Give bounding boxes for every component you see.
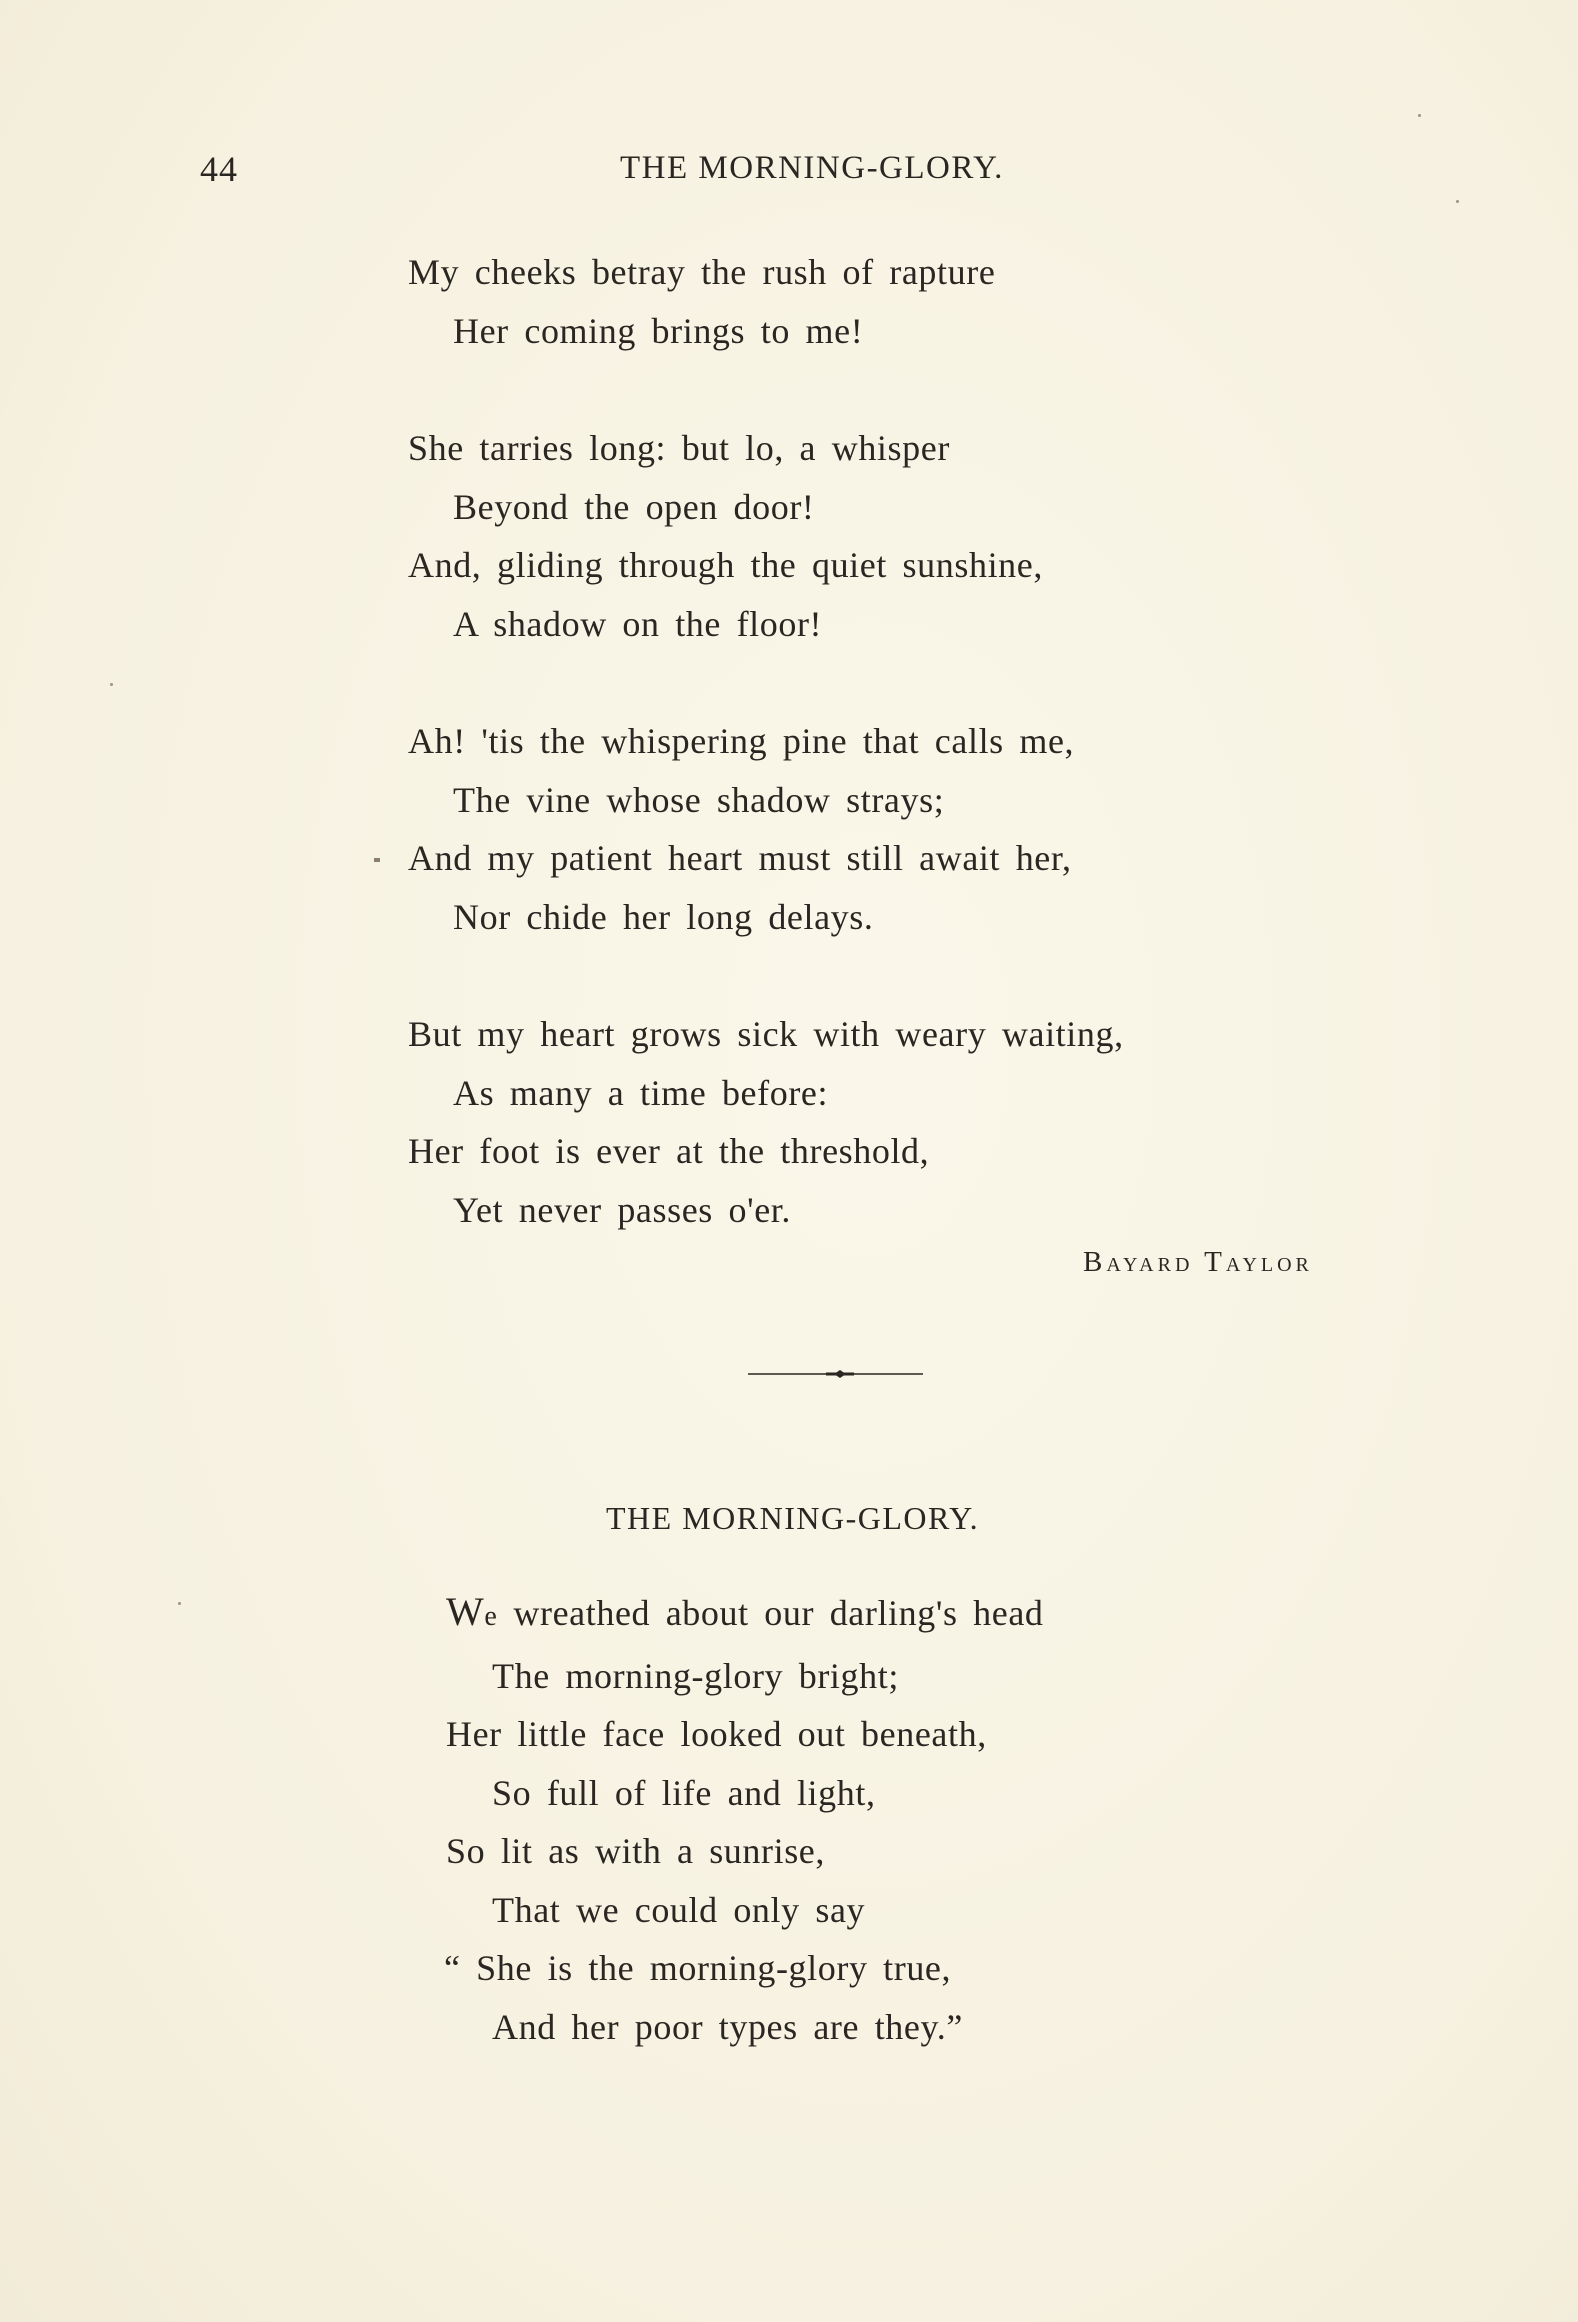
first-line-text: wreathed about our darling's head: [497, 1593, 1044, 1633]
paper-speck: [178, 1602, 181, 1605]
paper-speck: [110, 683, 113, 686]
poem-line: But my heart grows sick with weary waiting,: [408, 1014, 1124, 1054]
margin-mark: [374, 858, 380, 862]
poem-line: Beyond the open door!: [453, 486, 815, 527]
poem-line: Her little face looked out beneath,: [446, 1714, 987, 1754]
poem-line: And, gliding through the quiet sunshine,: [408, 545, 1043, 585]
initial-small-caps: e: [484, 1601, 498, 1632]
poem-line: “ She is the morning-glory true,: [444, 1948, 952, 1988]
morning-glory-poem: [446, 1583, 1044, 2056]
poem-line: A shadow on the floor!: [453, 603, 823, 644]
poem-line: As many a time before:: [453, 1072, 829, 1113]
author-name: Bayard Taylor: [1083, 1246, 1313, 1278]
poem-title: THE MORNING-GLORY.: [606, 1500, 980, 1536]
paper-speck: [1418, 114, 1421, 117]
poem-line: And my patient heart must still await her,: [408, 838, 1072, 878]
poem-line: The morning-glory bright;: [492, 1655, 899, 1696]
poem-line: Ah! 'tis the whispering pine that calls me,: [408, 721, 1075, 761]
drop-initial: W: [446, 1589, 485, 1634]
poem-line: The vine whose shadow strays;: [453, 779, 945, 820]
poem-line: She tarries long: but lo, a whisper: [408, 428, 950, 468]
poem-line: Nor chide her long delays.: [453, 896, 874, 937]
stanza-4: [408, 1005, 1124, 1239]
poem-line: That we could only say: [492, 1889, 866, 1930]
stanza-2: [408, 419, 1043, 653]
divider-ornament-icon: [748, 1362, 923, 1386]
page-number: 44: [200, 149, 238, 189]
running-title: THE MORNING-GLORY.: [620, 150, 1004, 186]
poem-first-line: [446, 1583, 1044, 1647]
poem-line: And her poor types are they.”: [492, 2006, 963, 2047]
stanza-3: [408, 712, 1074, 946]
paper-speck: [1456, 200, 1459, 203]
poem-line: So full of life and light,: [492, 1772, 876, 1813]
stanza-1: [408, 243, 995, 360]
poem-line: So lit as with a sunrise,: [446, 1831, 825, 1871]
author-signature: [1083, 1246, 1313, 1279]
poem-line: Her foot is ever at the threshold,: [408, 1131, 930, 1171]
poem-line: My cheeks betray the rush of rapture: [408, 252, 996, 292]
poem-line: Yet never passes o'er.: [453, 1189, 791, 1230]
poem-line: Her coming brings to me!: [453, 310, 864, 351]
